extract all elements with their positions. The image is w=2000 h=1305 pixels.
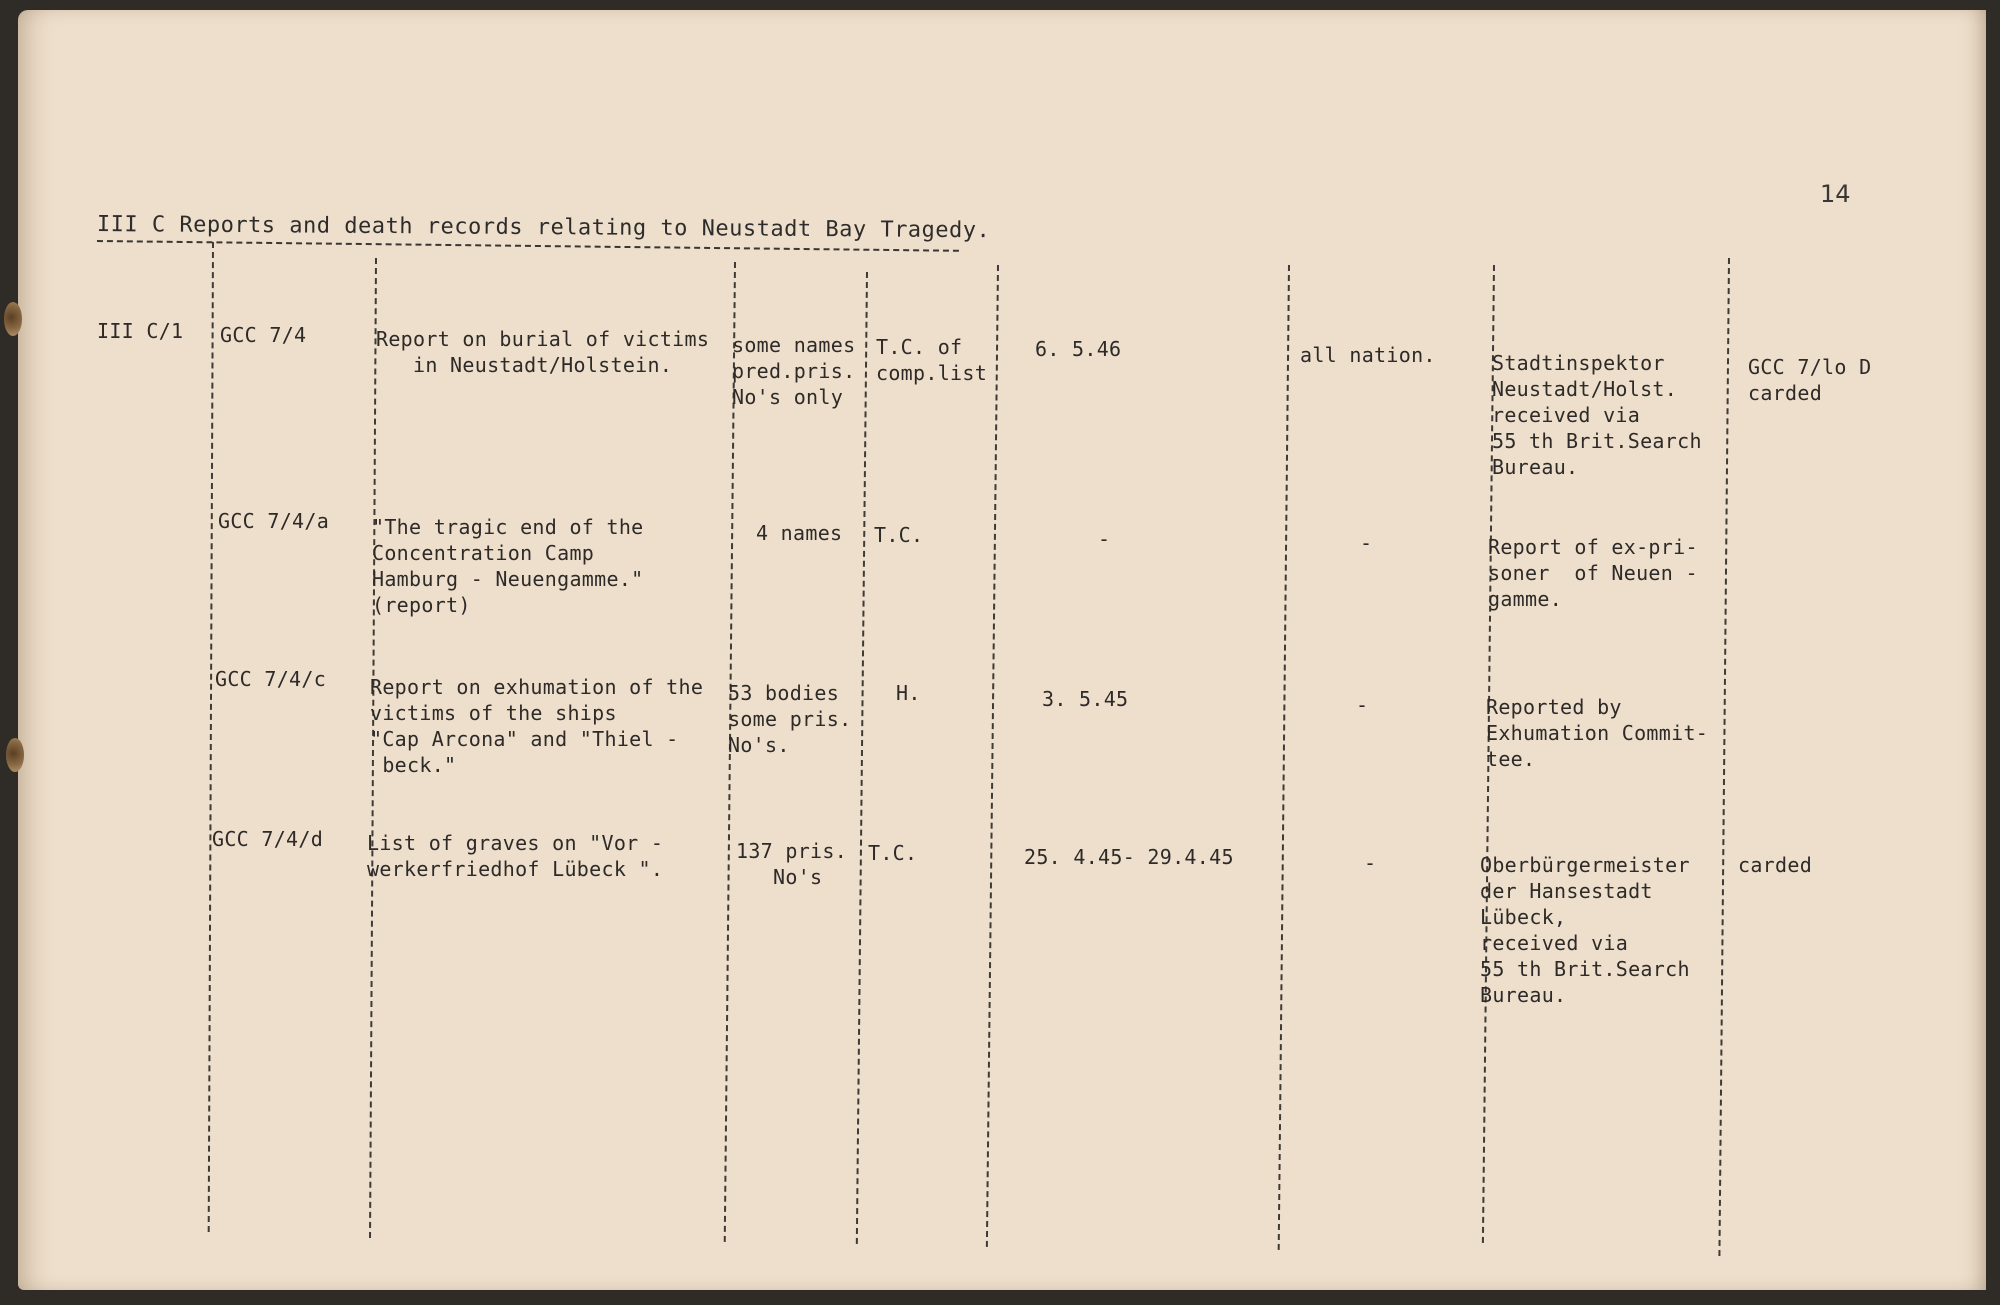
names-cell: 53 bodies some pris. No's. xyxy=(728,681,852,757)
reference-cell: GCC 7/4 xyxy=(220,323,307,347)
nationality-cell: - xyxy=(1356,693,1369,717)
names-cell: 137 pris. No's xyxy=(736,839,848,889)
nationality-cell: all nation. xyxy=(1300,343,1436,367)
description-cell: "The tragic end of the Concentration Camp Hamburg - Neuengamme." (report) xyxy=(372,515,644,617)
section-cell: III C/1 xyxy=(97,319,184,343)
source-cell: Oberbürgermeister der Hansestadt Lübeck, received via 55 th Brit.Search Bureau. xyxy=(1480,853,1690,1007)
ledger-page xyxy=(18,10,1986,1290)
record-type-cell: T.C. of comp.list xyxy=(876,335,988,385)
source-cell: Stadtinspektor Neustadt/Holst. received via 55 th Brit.Search Bureau. xyxy=(1492,351,1702,479)
date-cell: 3. 5.45 xyxy=(1042,687,1129,711)
reference-cell: GCC 7/4/a xyxy=(218,509,330,533)
date-cell: 25. 4.45- 29.4.45 xyxy=(1024,845,1234,869)
names-cell: some names pred.pris. No's only xyxy=(732,333,856,409)
description-cell: Report on burial of victims in Neustadt/Holstein. xyxy=(376,327,710,377)
description-cell: Report on exhumation of the victims of the ships "Cap Arcona" and "Thiel - beck." xyxy=(370,675,704,777)
nationality-cell: - xyxy=(1360,531,1373,555)
reference-cell: GCC 7/4/c xyxy=(215,667,327,691)
remarks-cell: GCC 7/lo D carded xyxy=(1748,355,1872,405)
description-cell: List of graves on "Vor - werkerfriedhof Lübeck ". xyxy=(367,831,664,881)
section-heading: III C Reports and death records relating to Neustadt Bay Tragedy. xyxy=(96,212,991,244)
nationality-cell: - xyxy=(1364,851,1377,875)
date-cell: - xyxy=(1098,527,1111,551)
remarks-cell: carded xyxy=(1738,853,1813,877)
source-cell: Report of ex-pri- soner of Neuen - gamme. xyxy=(1488,535,1698,611)
record-type-cell: T.C. xyxy=(868,841,918,865)
binding-hole xyxy=(4,302,22,336)
date-cell: 6. 5.46 xyxy=(1035,337,1122,361)
binding-hole xyxy=(6,738,24,772)
reference-cell: GCC 7/4/d xyxy=(212,827,324,851)
names-cell: 4 names xyxy=(756,521,843,545)
record-type-cell: H. xyxy=(896,681,921,705)
source-cell: Reported by Exhumation Commit- tee. xyxy=(1486,695,1709,771)
record-type-cell: T.C. xyxy=(874,523,924,547)
page-number: 14 xyxy=(1820,180,1851,208)
